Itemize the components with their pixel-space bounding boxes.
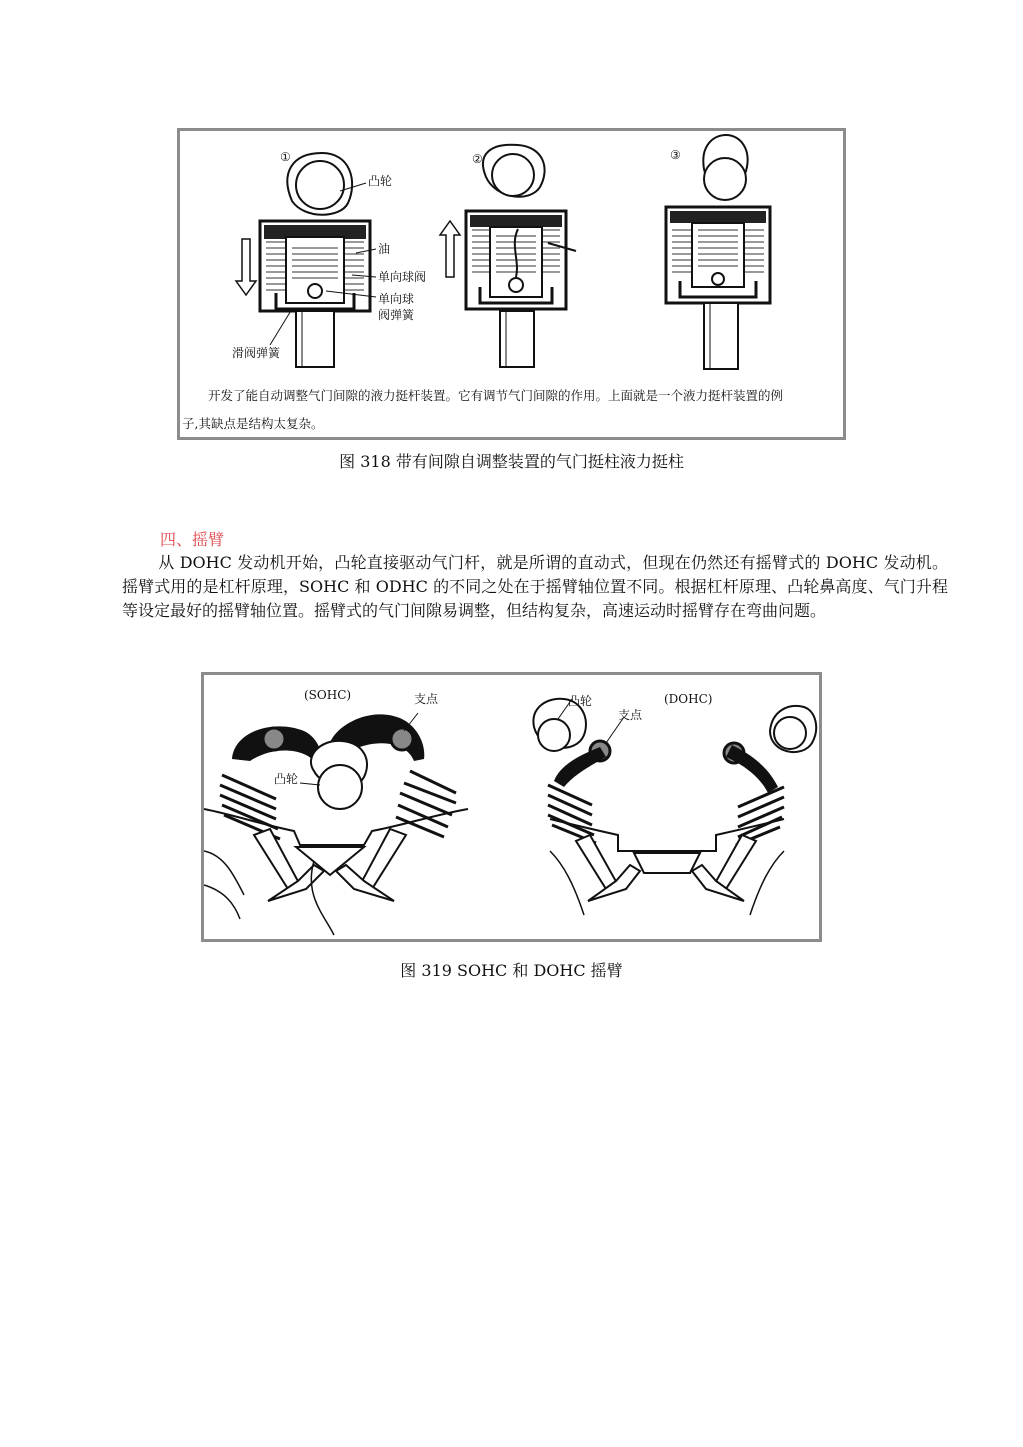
section-heading: 四、摇臂 [160, 530, 225, 549]
lifter-unit-1 [236, 153, 376, 367]
section-paragraph [122, 551, 948, 623]
label-oil: 油 [378, 242, 391, 256]
label-num-2: ② [472, 152, 483, 166]
lifter-unit-2 [440, 145, 576, 367]
label-num-1: ① [280, 150, 291, 164]
label-fulcrum-right: 支点 [618, 708, 643, 722]
sohc-diagram [204, 713, 468, 935]
label-cam-right: 凸轮 [568, 694, 593, 708]
label-check-ball: 单向球 [378, 292, 415, 306]
figure-319-caption: 图 319 SOHC 和 DOHC 摇臂 [400, 961, 623, 980]
label-cam: 凸轮 [368, 174, 393, 188]
label-fulcrum-left: 支点 [414, 692, 439, 706]
lifter-unit-3 [666, 135, 770, 369]
figure-318-text-line-2: 子,其缺点是结构太复杂。 [182, 416, 324, 431]
figure-318-text-line-1: 开发了能自动调整气门间隙的液力挺杆装置。它有调节气门间隙的作用。上面就是一个液力挺杆装置的例 [208, 388, 784, 403]
figure-318-caption: 图 318 带有间隙自调整装置的气门挺柱液力挺柱 [339, 452, 684, 471]
label-dohc: (DOHC) [664, 692, 713, 706]
label-num-3: ③ [670, 148, 681, 162]
label-valve-spring: 阀弹簧 [378, 308, 415, 322]
section-paragraph-text: 从 DOHC 发动机开始，凸轮直接驱动气门杆，就是所谓的直动式，但现在仍然还有摇臂式的 DOHC 发动机。摇臂式用的是杠杆原理，SOHC 和 ODHC 的不同之处在于摇臂轴位置不同。根据杠杆原理、凸轮鼻高度、气门升程等设定最好的摇臂轴位置。摇臂式的气门间隙易调整，但结构复杂，高速运动时摇臂存在弯曲问题。 [122, 553, 948, 620]
figure-318-frame [177, 128, 846, 440]
label-slide-valve-spring: 滑阀弹簧 [232, 346, 281, 360]
label-sohc: (SOHC) [304, 688, 352, 702]
rocker-arm-diagram [204, 675, 819, 939]
label-cam-left: 凸轮 [274, 772, 299, 786]
dohc-diagram [533, 699, 816, 915]
label-check-ball-valve: 单向球阀 [378, 270, 427, 284]
figure-319-frame [201, 672, 822, 942]
